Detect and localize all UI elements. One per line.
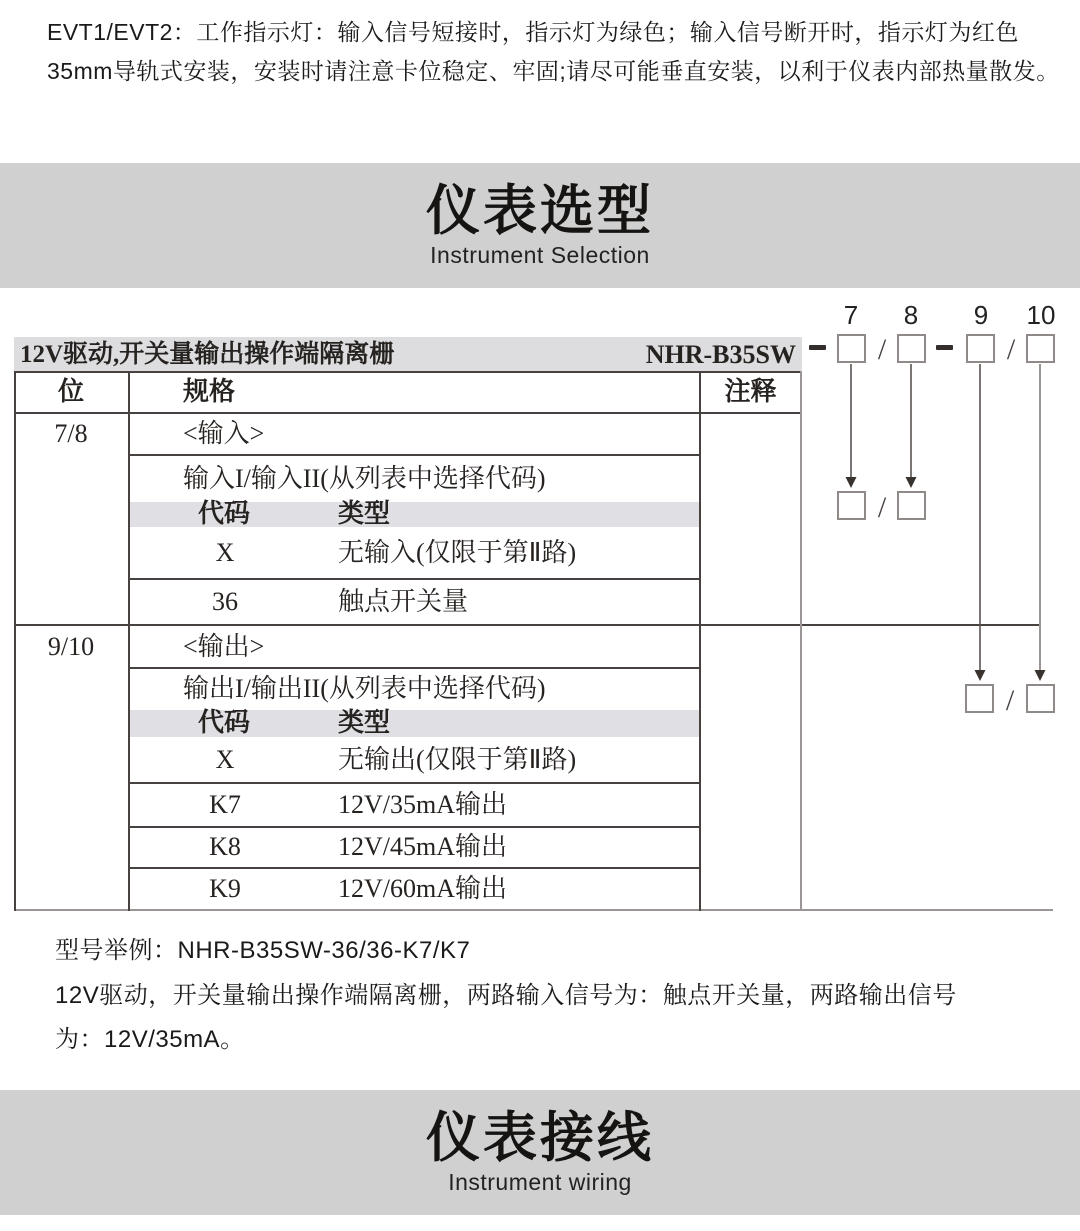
header-note: 注释 [724,377,777,406]
section-position: 7/8 [54,419,88,448]
slash-separator: / [1005,684,1015,717]
wiring-banner-title: 仪表接线 [426,1108,654,1168]
table-bottom-border [14,909,1053,911]
dash-separator [936,345,953,350]
option-type: 12V/35mA输出 [338,790,508,819]
selection-banner-title: 仪表选型 [426,181,654,241]
intro-line-1: EVT1/EVT2：工作指示灯：输入信号短接时，指示灯为绿色；输入信号断开时，指示灯为红色 [47,19,1019,45]
code-box-7 [837,334,866,363]
position-digit-9: 9 [973,300,989,330]
example-desc-line-1: 12V驱动，开关量输出操作端隔离栅，两路输入信号为：触点开关量，两路输出信号 [55,982,957,1009]
type-column-header: 类型 [338,499,391,528]
position-digit-7: 7 [843,300,859,330]
option-type: 无输出(仅限于第Ⅱ路) [338,745,577,774]
input-code-box-1 [837,491,866,520]
option-type: 无输入(仅限于第Ⅱ路) [338,538,577,567]
code-box-10 [1026,334,1055,363]
table-line [128,371,130,911]
output-code-box-1 [965,684,994,713]
slash-separator: / [1006,333,1016,366]
dash-separator [809,345,826,350]
model-table-title: 12V驱动,开关量输出操作端隔离栅 [20,341,395,368]
section-group-label: <输出> [183,632,265,661]
table-section-divider [14,624,1040,626]
table-line [14,371,802,373]
option-code: K7 [209,790,241,819]
table-right-border [800,371,802,911]
section-hint: 输出I/输出II(从列表中选择代码) [183,674,546,703]
output-code-box-2 [1026,684,1055,713]
option-code: K8 [209,832,241,861]
section-hint: 输入I/输入II(从列表中选择代码) [183,464,546,493]
option-code: X [215,745,235,774]
option-code: X [215,538,235,567]
wiring-banner-subtitle: Instrument wiring [448,1169,632,1195]
code-column-header: 代码 [198,708,251,737]
slash-separator: / [877,333,887,366]
option-code: 36 [212,587,238,616]
position-digit-8: 8 [903,300,919,330]
selection-banner-subtitle: Instrument Selection [430,242,650,268]
option-type: 12V/45mA输出 [338,832,508,861]
intro-line-2: 35mm导轨式安装，安装时请注意卡位稳定、牢固;请尽可能垂直安装，以利于仪表内部热量散发。 [47,58,1060,84]
option-type: 12V/60mA输出 [338,874,508,903]
slash-separator: / [877,491,887,524]
position-digit-10: 10 [1026,300,1056,330]
section-group-label: <输入> [183,419,265,448]
input-code-box-2 [897,491,926,520]
example-model-line: 型号举例：NHR-B35SW-36/36-K7/K7 [55,937,471,964]
code-column-header: 代码 [198,499,251,528]
option-code: K9 [209,874,241,903]
table-line [699,371,701,911]
code-box-8 [897,334,926,363]
option-type: 触点开关量 [338,587,469,616]
example-desc-line-2: 为：12V/35mA。 [55,1026,245,1053]
header-position: 位 [57,377,84,406]
table-line [14,412,802,414]
section-position: 9/10 [47,632,95,661]
type-column-header: 类型 [338,708,391,737]
selection-banner [0,163,1080,288]
header-spec: 规格 [183,377,236,406]
code-box-9 [966,334,995,363]
model-code: NHR-B35SW [645,340,796,369]
wiring-banner [0,1090,1080,1215]
